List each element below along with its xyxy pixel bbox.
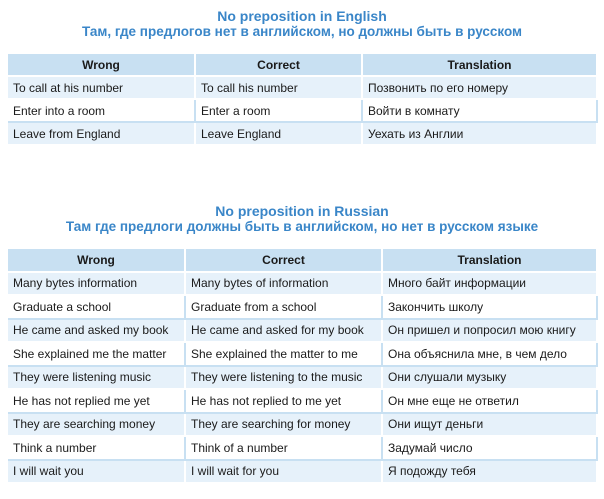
cell-translation: Закончить школу	[383, 296, 598, 320]
cell-correct: Enter a room	[196, 100, 363, 123]
cell-wrong: He has not replied me yet	[8, 390, 186, 414]
cell-wrong: Leave from England	[8, 123, 196, 146]
cell-wrong: To call at his number	[8, 77, 196, 100]
cell-correct: He came and asked for my book	[186, 320, 383, 344]
section-subtitle: Там, где предлогов нет в английском, но должны быть в русском	[81, 24, 523, 39]
cell-wrong: They are searching money	[8, 414, 186, 438]
cell-correct: They are searching for money	[186, 414, 383, 438]
cell-translation: Они слушали музыку	[383, 367, 598, 391]
cell-translation: Уехать из Англии	[363, 123, 598, 146]
cell-translation: Позвонить по его номеру	[363, 77, 598, 100]
cell-correct: Many bytes of information	[186, 273, 383, 297]
table-row	[8, 320, 598, 344]
header-correct: Correct	[186, 249, 383, 273]
section-english-heading	[0, 8, 604, 40]
cell-correct: He has not replied to me yet	[186, 390, 383, 414]
table-row	[8, 461, 598, 485]
section-title: No preposition in Russian	[215, 203, 389, 219]
cell-translation: Войти в комнату	[363, 100, 598, 123]
cell-translation: Она объяснила мне, в чем дело	[383, 343, 598, 367]
table-header-row	[8, 54, 598, 77]
table-header-row	[8, 249, 598, 273]
section-russian-heading	[0, 203, 604, 235]
header-wrong: Wrong	[8, 249, 186, 273]
cell-wrong: Enter into a room	[8, 100, 196, 123]
cell-wrong: I will wait you	[8, 461, 186, 485]
table-row	[8, 77, 598, 100]
cell-wrong: Many bytes information	[8, 273, 186, 297]
cell-correct: Graduate from a school	[186, 296, 383, 320]
section-title: No preposition in English	[217, 8, 387, 24]
cell-translation: Я подожду тебя	[383, 461, 598, 485]
cell-translation: Много байт информации	[383, 273, 598, 297]
table-row	[8, 390, 598, 414]
cell-wrong: Think a number	[8, 437, 186, 461]
table-row	[8, 296, 598, 320]
header-wrong: Wrong	[8, 54, 196, 77]
cell-correct: To call his number	[196, 77, 363, 100]
cell-correct: I will wait for you	[186, 461, 383, 485]
cell-translation: Они ищут деньги	[383, 414, 598, 438]
cell-wrong: He came and asked my book	[8, 320, 186, 344]
header-translation: Translation	[383, 249, 598, 273]
cell-translation: Задумай число	[383, 437, 598, 461]
table-row	[8, 414, 598, 438]
cell-translation: Он мне еще не ответил	[383, 390, 598, 414]
table-row	[8, 100, 598, 123]
header-correct: Correct	[196, 54, 363, 77]
cell-correct: She explained the matter to me	[186, 343, 383, 367]
header-translation: Translation	[363, 54, 598, 77]
cell-wrong: She explained me the matter	[8, 343, 186, 367]
section-subtitle: Там где предлоги должны быть в английском, но нет в русском языке	[65, 219, 539, 234]
cell-wrong: They were listening music	[8, 367, 186, 391]
cell-correct: They were listening to the music	[186, 367, 383, 391]
table-no-preposition-russian	[8, 249, 598, 484]
table-row	[8, 273, 598, 297]
cell-correct: Leave England	[196, 123, 363, 146]
cell-wrong: Graduate a school	[8, 296, 186, 320]
table-no-preposition-english	[8, 54, 598, 146]
table-row	[8, 123, 598, 146]
table-row	[8, 343, 598, 367]
table-row	[8, 367, 598, 391]
table-row	[8, 437, 598, 461]
cell-correct: Think of a number	[186, 437, 383, 461]
cell-translation: Он пришел и попросил мою книгу	[383, 320, 598, 344]
